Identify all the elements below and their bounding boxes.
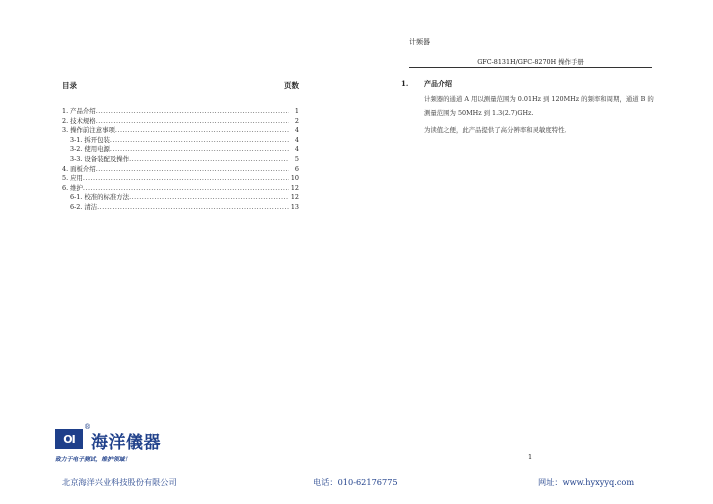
footer-website-link[interactable]: 网址：www.hyxyyq.com	[538, 477, 635, 487]
footer	[0, 477, 713, 491]
intro-paragraph: 计频器的通道 A 用以测量范围为 0.01Hz 到 120MHz 的频率和周期，通道 B 的测量范围为 50MHz 到 1.3(2.7)GHz.	[424, 95, 654, 117]
toc-entry[interactable]: 6-2. 清洁 ..... 13	[62, 203, 299, 213]
toc-title: 目录	[62, 81, 77, 90]
toc-entry[interactable]: 6-1. 校准的标准方法 ..... 12	[62, 193, 299, 203]
company-logo	[55, 423, 175, 453]
toc-entry[interactable]: 3-2. 使用电源 ..... 4	[62, 145, 299, 155]
toc-header	[62, 80, 299, 91]
toc-entry[interactable]: 4. 面板介绍 ..... 6	[62, 165, 299, 175]
table-of-contents	[62, 107, 299, 213]
page-title: 计频器	[409, 38, 430, 46]
footer-phone: 电话：010-62176775	[313, 477, 398, 487]
logo-mark: OI	[55, 429, 83, 449]
toc-entry[interactable]: 3-1. 拆开包装 ..... 4	[62, 136, 299, 146]
toc-entry[interactable]: 6. 维护 ..... 12	[62, 184, 299, 194]
toc-entry[interactable]: 3. 操作前注意事项 ..... 4	[62, 126, 299, 136]
manual-header: GFC-8131H/GFC-8270H 操作手册	[477, 58, 584, 66]
header-rule	[409, 67, 652, 68]
toc-entry[interactable]: 1. 产品介绍 ..... 1	[62, 107, 299, 117]
toc-pages-label: 页数	[284, 81, 299, 90]
section-number: 1.	[401, 79, 409, 88]
registered-mark: ®	[84, 423, 91, 431]
toc-entry[interactable]: 3-3. 设备装配及操作 ..... 5	[62, 155, 299, 165]
feature-paragraph: 为读值之便，此产品提供了高分辨率和灵敏度特性．	[424, 126, 571, 134]
section-title: 产品介绍	[424, 80, 452, 88]
page-number: 1	[528, 453, 533, 461]
logo-name: 海洋儀器	[91, 433, 161, 453]
toc-entry[interactable]: 5. 应用 ..... 10	[62, 174, 299, 184]
toc-entry[interactable]: 2. 技术规格 ..... 2	[62, 117, 299, 127]
footer-company: 北京海洋兴业科技股份有限公司	[62, 477, 177, 487]
logo-slogan: 致力于电子测试，维护领域！	[55, 457, 131, 463]
